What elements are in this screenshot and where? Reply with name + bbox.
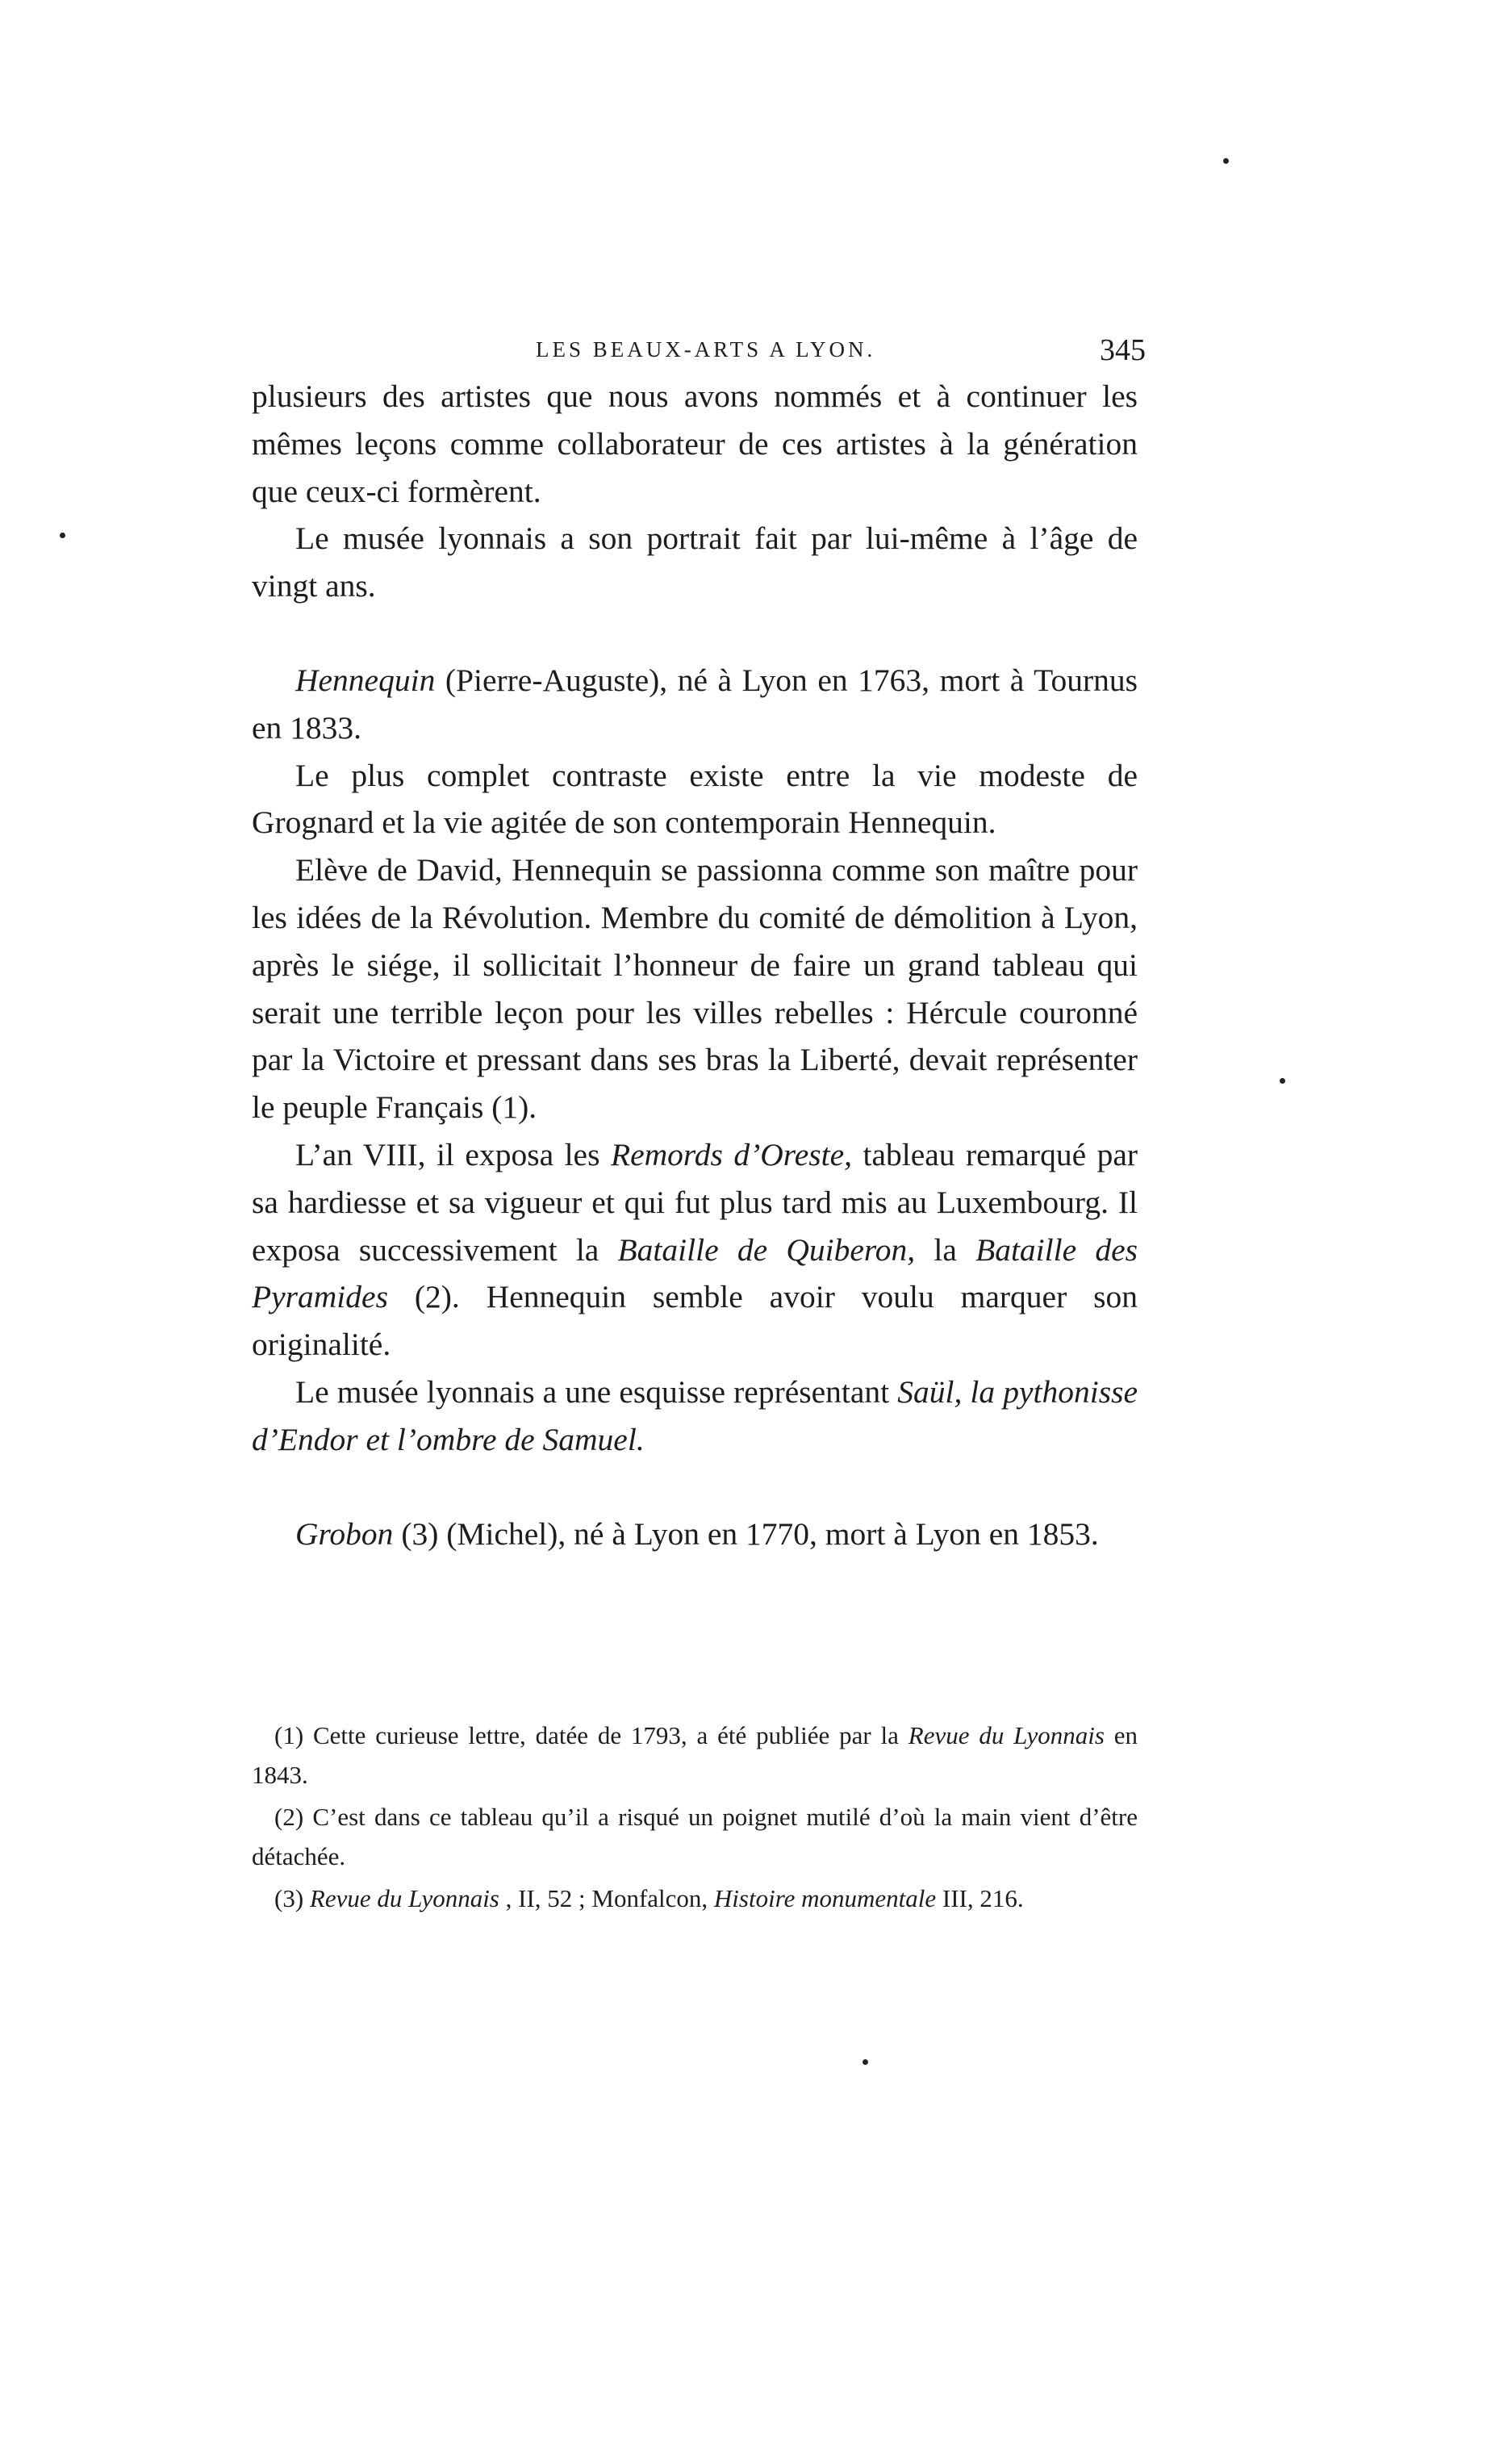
paper-speck [1280, 1078, 1285, 1084]
running-title: LES BEAUX-ARTS A LYON. [536, 337, 876, 361]
paragraph-continuation: plusieurs des artistes que nous avons nommés et à continuer les mêmes leçons comme collaborateur de ces artistes à la génération que ceux-ci formèrent. [252, 378, 1138, 509]
paper-speck [1223, 158, 1229, 164]
running-header [252, 332, 1146, 373]
paragraph-contrast: Le plus complet contraste existe entre la vie modeste de Grognard et la vie agitée de son contemporain Hennequin. [252, 757, 1138, 841]
footnote-1: (1) Cette curieuse lettre, datée de 1793, a été publiée par la Revue du Lyonnais en 1843. [252, 1721, 1138, 1789]
footnote-2: (2) C’est dans ce tableau qu’il a risqué un poignet mutilé d’où la main vient d’être détachée. [252, 1803, 1138, 1870]
title-remords-oreste: Remords d’Oreste, [610, 1136, 852, 1172]
paragraph-portrait-note: Le musée lyonnais a son portrait fait par lui-même à l’âge de vingt ans. [252, 520, 1138, 604]
paper-speck [60, 533, 65, 538]
paragraph-sketch: Le musée lyonnais a une esquisse représentant Saül, la pythonisse d’Endor et l’ombre de Samuel. [252, 1373, 1138, 1457]
title-saul: Saül, la pythonisse d’Endor et l’ombre de Samuel. [252, 1373, 1138, 1457]
entry-hennequin-heading [252, 657, 1138, 752]
paragraph-exhibitions: L’an VIII, il exposa les Remords d’Oreste, tableau remarqué par sa hardiesse et sa vigueur et qui fut plus tard mis au Luxembourg. Il exposa successivement la Bataille de Quiberon, la Bataille des Pyramides (2). Hennequin semble avoir voulu marquer son originalité. [252, 1136, 1138, 1363]
entry-grobon-dates: (3) (Michel), né à Lyon en 1770, mort à Lyon en 1853. [393, 1515, 1099, 1552]
artist-name-hennequin: Hennequin [295, 662, 436, 698]
footnote-3: (3) Revue du Lyonnais , II, 52 ; Monfalcon, Histoire monumentale III, 216. [274, 1884, 1024, 1912]
artist-name-grobon: Grobon [295, 1515, 394, 1552]
footnotes [252, 1716, 1138, 1918]
title-bataille-pyramides: Bataille des Pyramides [252, 1231, 1138, 1315]
entry-grobon-heading [252, 1511, 1138, 1558]
main-text [252, 373, 1138, 1557]
title-bataille-quiberon: Bataille de Quiberon, [617, 1231, 916, 1268]
paragraph-revolution: Elève de David, Hennequin se passionna comme son maître pour les idées de la Révolution. Membre du comité de démolition à Lyon, après le siége, il sollicitait l’honneur de faire un grand tableau qui serait une terrible leçon pour les villes rebelles : Hércule couronné par la Victoire et pressant dans ses bras la Liberté, devait représenter le peuple Français (1). [252, 852, 1138, 1126]
entry-hennequin-dates: (Pierre-Auguste), né à Lyon en 1763, mort à Tournus en 1833. [252, 662, 1138, 746]
paper-speck [863, 2059, 868, 2065]
page-number: 345 [1100, 333, 1146, 367]
